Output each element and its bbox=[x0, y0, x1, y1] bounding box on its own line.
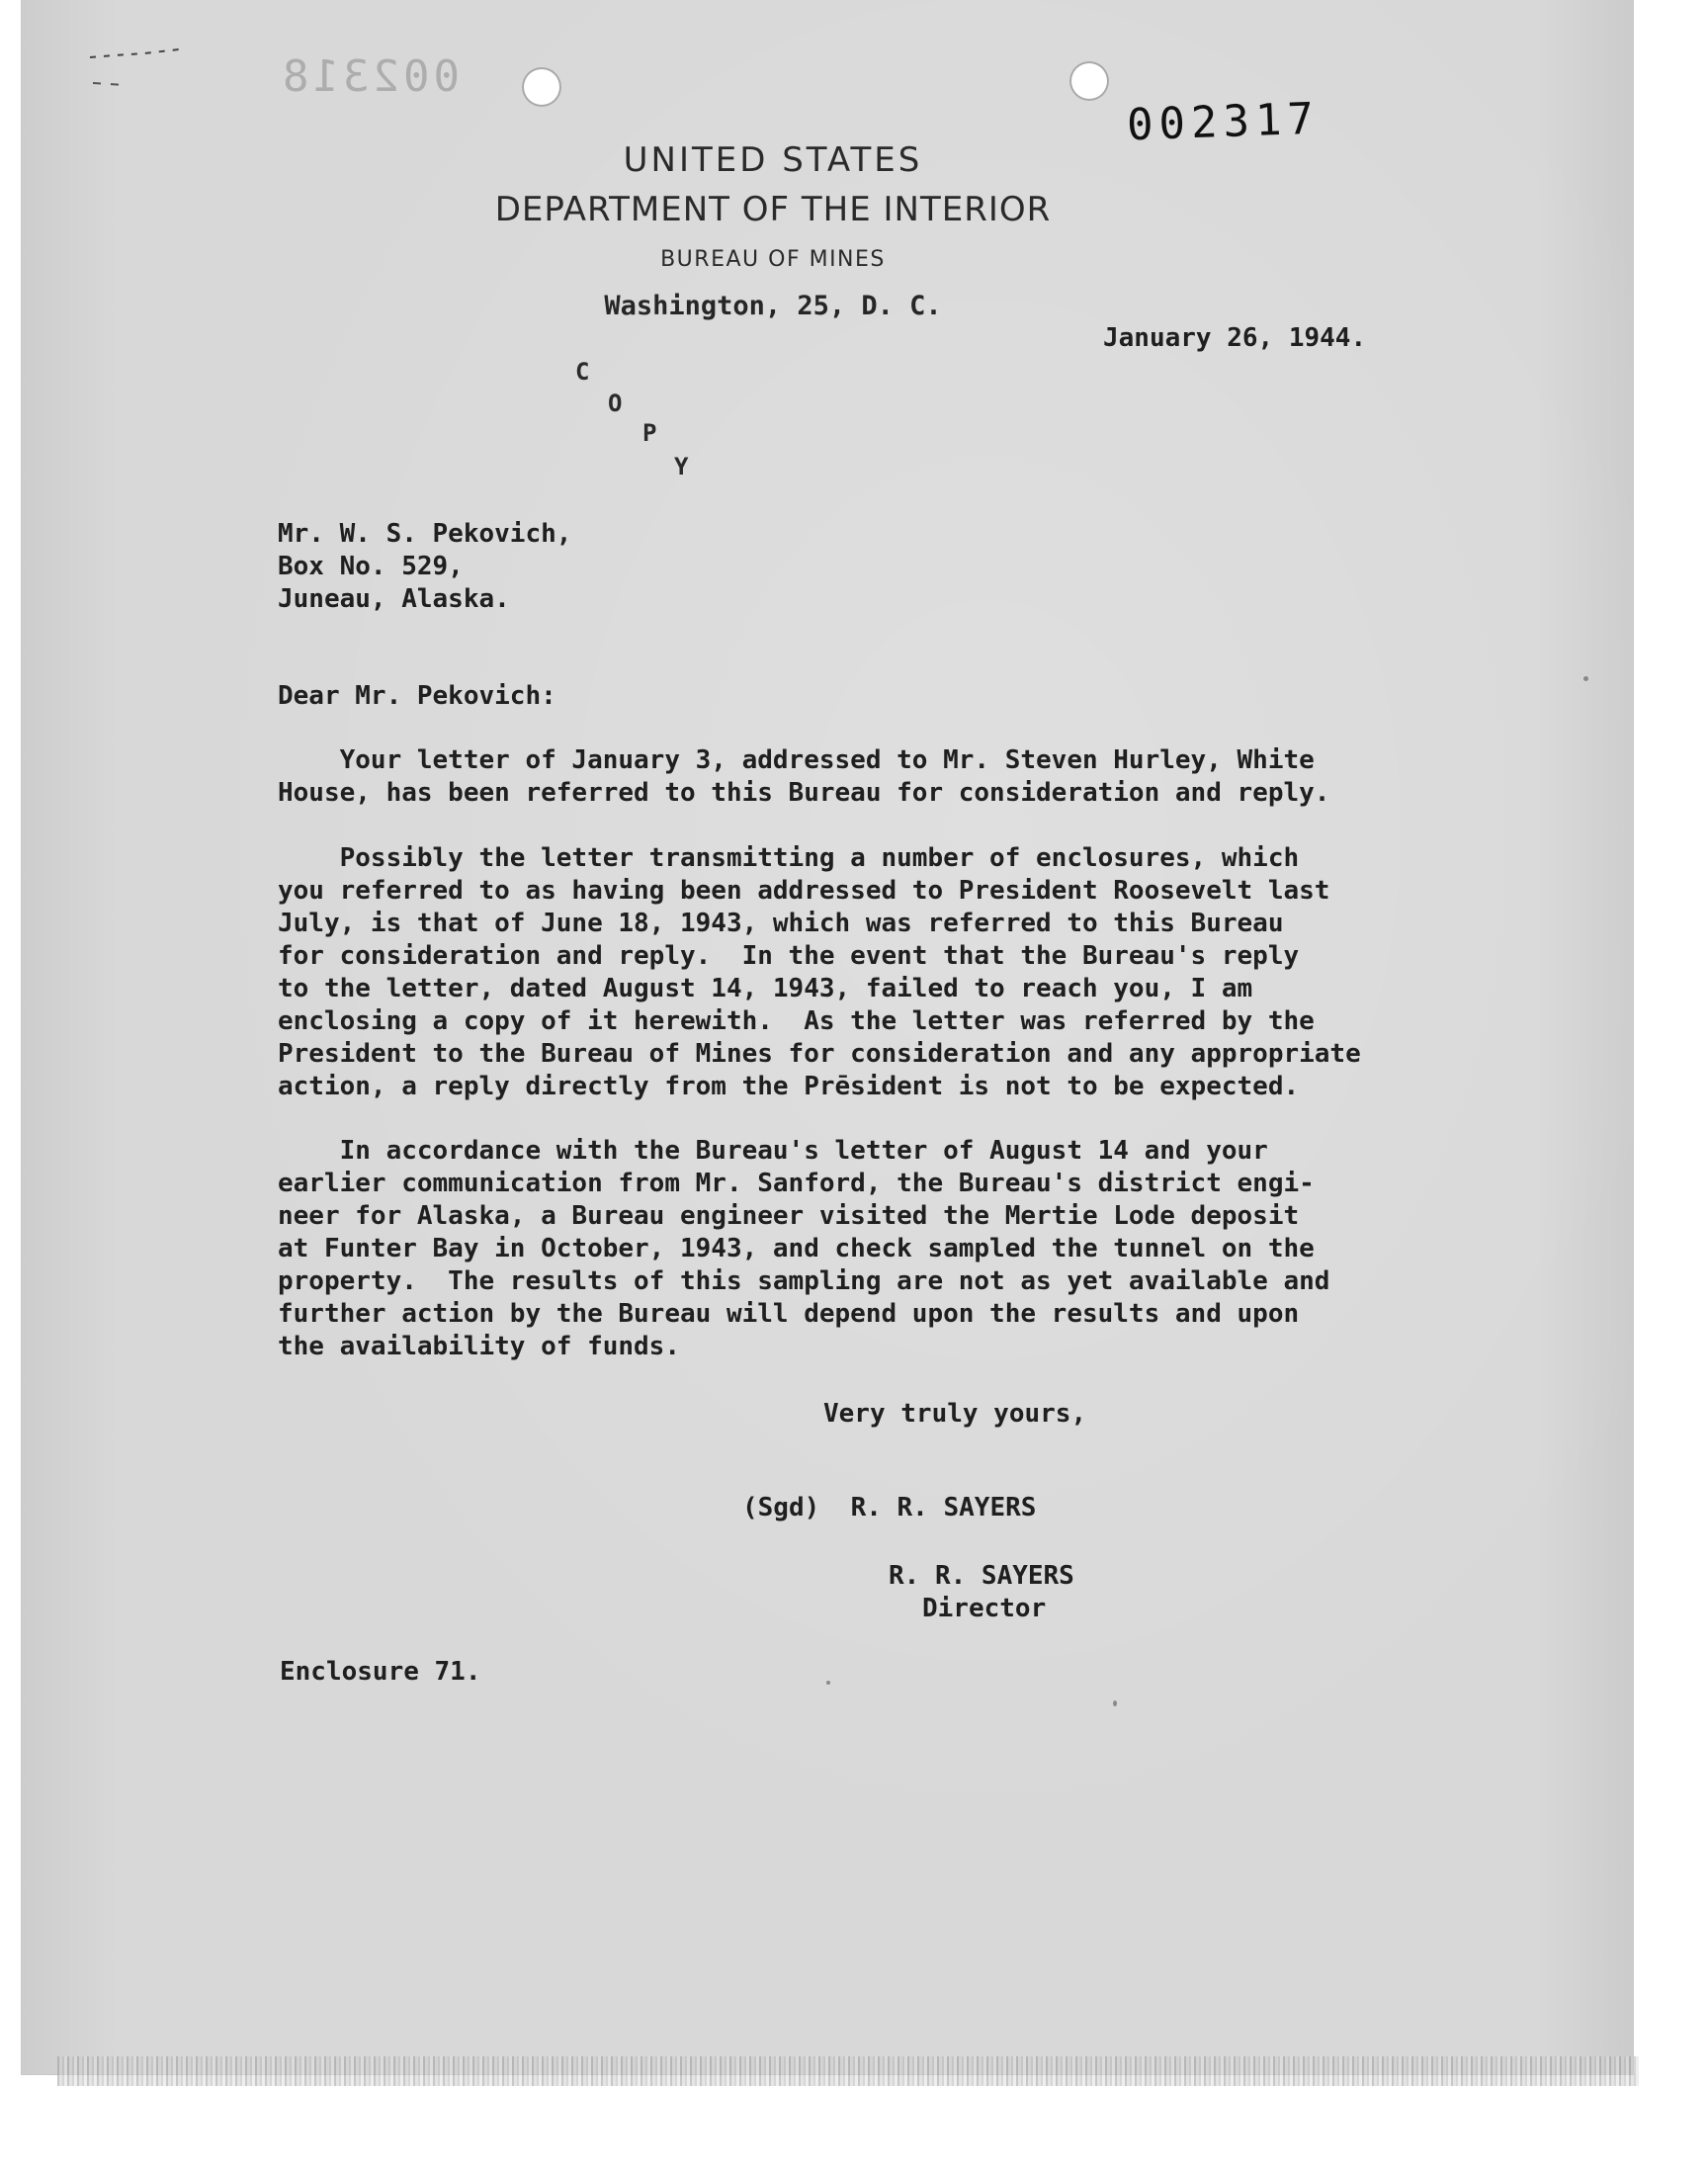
letterhead-department: DEPARTMENT OF THE INTERIOR bbox=[494, 190, 1052, 229]
copy-mark-letter: C bbox=[575, 358, 590, 386]
recipient-name: Mr. W. S. Pekovich, bbox=[278, 519, 572, 549]
body-paragraph-2: Possibly the letter transmitting a number of enclosures, which you referred to as having been addressed to President Roosevelt last July, is that of June 18, 1943, which was referred to this Bureau for consideration and reply. In the event that the Bureau's reply to the letter, dated August 14, 1943, failed to reach you, I am enclosing a copy of it herewith. As the letter was referred by the President to the Bureau of Mines for consideration and any appropriate action, a reply directly from the Prēsident is not to be expected. bbox=[278, 843, 1361, 1101]
letterhead-city: Washington, 25, D. C. bbox=[604, 291, 942, 321]
pen-mark bbox=[85, 45, 194, 105]
underlying-page-edge bbox=[57, 2056, 1639, 2086]
letterhead-country: UNITED STATES bbox=[623, 140, 923, 180]
document-stamp-number: 002317 bbox=[1126, 93, 1321, 151]
signatory-name: R. R. SAYERS bbox=[889, 1561, 1074, 1591]
punch-hole-left bbox=[522, 67, 561, 107]
paper-speck bbox=[826, 1681, 830, 1685]
faint-stamp-number: 002318 bbox=[279, 51, 460, 102]
copy-mark-letter: Y bbox=[674, 453, 689, 480]
closing: Very truly yours, bbox=[823, 1399, 1087, 1429]
paper-speck bbox=[1113, 1700, 1117, 1706]
recipient-box: Box No. 529, bbox=[278, 552, 464, 581]
copy-mark-letter: P bbox=[642, 419, 657, 447]
paper-speck bbox=[1583, 676, 1588, 681]
signed-line: (Sgd) R. R. SAYERS bbox=[742, 1493, 1037, 1522]
punch-hole-right bbox=[1069, 61, 1109, 101]
body-paragraph-1: Your letter of January 3, addressed to Mr. Steven Hurley, White House, has been referred to this Bureau for consideration and reply. bbox=[278, 745, 1330, 808]
letter-date: January 26, 1944. bbox=[1103, 323, 1367, 353]
signatory-title: Director bbox=[922, 1594, 1047, 1623]
recipient-city: Juneau, Alaska. bbox=[278, 584, 510, 614]
salutation: Dear Mr. Pekovich: bbox=[278, 681, 556, 711]
body-paragraph-3: In accordance with the Bureau's letter of August 14 and your earlier communication from Mr. Sanford, the Bureau's district engi- neer for Alaska, a Bureau engineer visited the Mertie Lode deposit at Funter Bay in October, 1943, and check sampled the tunnel on the property. The results of this sampling are not as yet available and further action by the Bureau will depend upon the results and upon the availability of funds. bbox=[278, 1136, 1330, 1361]
copy-mark-letter: O bbox=[608, 390, 623, 417]
enclosure-note: Enclosure 71. bbox=[280, 1657, 481, 1687]
letterhead-bureau: BUREAU OF MINES bbox=[660, 247, 886, 272]
